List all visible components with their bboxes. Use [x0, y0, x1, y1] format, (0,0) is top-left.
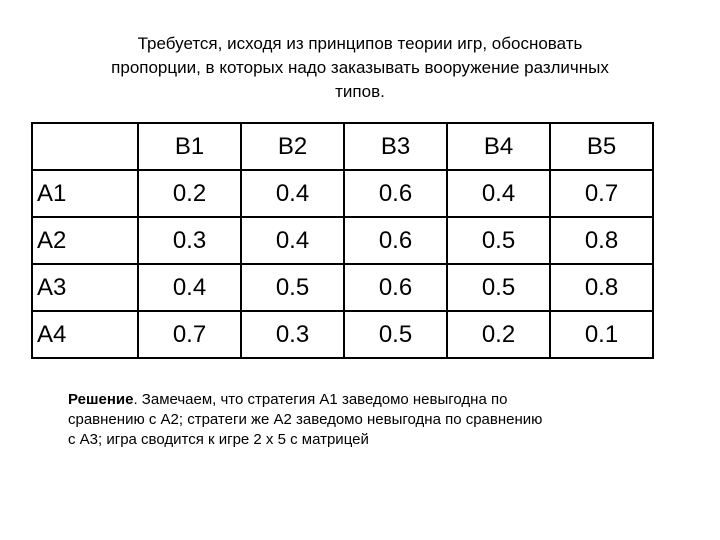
table-cell: 0.4	[241, 170, 344, 217]
row-header-a2: A2	[32, 217, 138, 264]
problem-statement-line-2: пропорции, в которых надо заказывать вооружение различных	[111, 58, 609, 77]
table-cell: 0.8	[550, 217, 653, 264]
solution-line-1-text: . Замечаем, что стратегия A1 заведомо невыгодна по	[133, 391, 508, 408]
table-cell: 0.6	[344, 217, 447, 264]
table-cell: 0.5	[241, 264, 344, 311]
solution-label: Решение	[68, 391, 134, 408]
row-header-a1: A1	[32, 170, 138, 217]
column-header-b1: B1	[138, 123, 241, 170]
table-cell: 0.8	[550, 264, 653, 311]
table-cell: 0.2	[138, 170, 241, 217]
problem-statement	[40, 32, 680, 104]
solution-line-1	[68, 390, 668, 410]
table-row	[32, 311, 653, 358]
row-header-a3: A3	[32, 264, 138, 311]
solution-line-2: сравнению с A2; стратеги же A2 заведомо невыгодна по сравнению	[68, 411, 543, 428]
column-header-b4: B4	[447, 123, 550, 170]
table-row	[32, 170, 653, 217]
row-header-a4: A4	[32, 311, 138, 358]
table-row	[32, 264, 653, 311]
table-cell: 0.3	[241, 311, 344, 358]
table-row	[32, 217, 653, 264]
solution-text	[68, 390, 668, 450]
table-cell: 0.2	[447, 311, 550, 358]
table-cell: 0.7	[550, 170, 653, 217]
solution-line-3: с A3; игра сводится к игре 2 х 5 с матрицей	[68, 431, 369, 448]
table-cell: 0.5	[447, 264, 550, 311]
column-header-b5: B5	[550, 123, 653, 170]
corner-cell	[32, 123, 138, 170]
table-cell: 0.4	[138, 264, 241, 311]
table-cell: 0.4	[447, 170, 550, 217]
table-cell: 0.6	[344, 170, 447, 217]
table-cell: 0.6	[344, 264, 447, 311]
table-header-row	[32, 123, 653, 170]
table-cell: 0.3	[138, 217, 241, 264]
column-header-b2: B2	[241, 123, 344, 170]
payoff-matrix	[31, 122, 654, 359]
table-cell: 0.5	[447, 217, 550, 264]
problem-statement-line-1: Требуется, исходя из принципов теории игр, обосновать	[137, 34, 583, 53]
table-cell: 0.5	[344, 311, 447, 358]
problem-statement-line-3: типов.	[335, 82, 385, 101]
column-header-b3: B3	[344, 123, 447, 170]
table-cell: 0.7	[138, 311, 241, 358]
table-cell: 0.4	[241, 217, 344, 264]
table-cell: 0.1	[550, 311, 653, 358]
